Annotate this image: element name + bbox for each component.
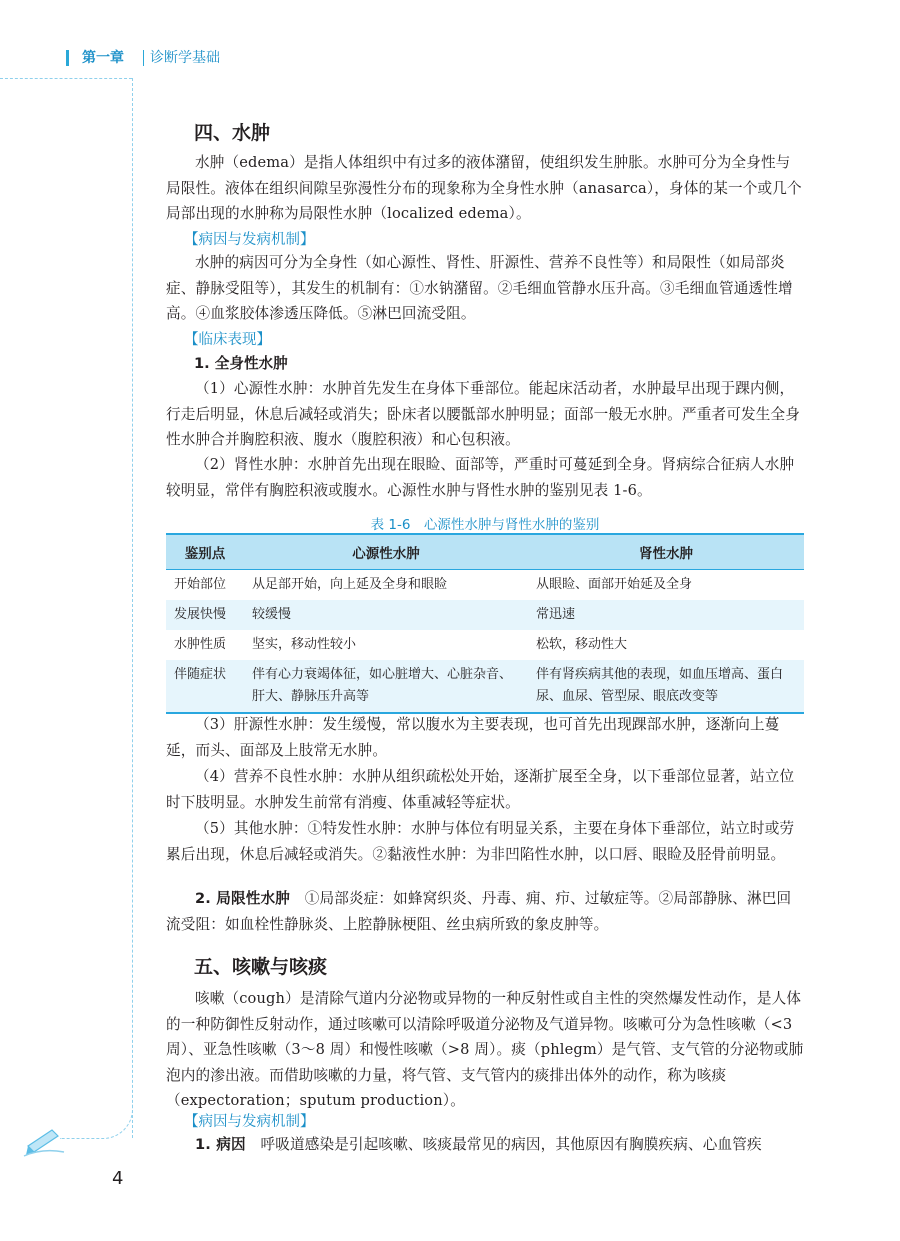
hepatic-edema-paragraph: （3）肝源性水肿：发生缓慢，常以腹水为主要表现，也可首先出现踝部水肿，逐渐向上蔓延，而头、面部及上肢常无水肿。 (166, 716, 780, 759)
cough-intro-paragraph: 咳嗽（cough）是清除气道内分泌物或异物的一种反射性或自主性的突然爆发性动作，是人体的一种防御性反射动作，通过咳嗽可以清除呼吸道分泌物及气道异物。咳嗽可分为急性咳嗽（<3 周）、亚急性咳嗽（3～8 周）和慢性咳嗽（>8 周）。痰（phlegm）是气管、支气管的分泌物或肺泡内的渗出液。而借助咳嗽的力量，将气管、支气管内的痰排出体外的动作，称为咳痰（expectoration；sputum production）。 (166, 990, 804, 1109)
page-number: 4 (112, 1168, 124, 1189)
subheading-generalized-edema: 1. 全身性水肿 (194, 355, 288, 372)
table-cell: 发展快慢 (166, 600, 244, 630)
header-dashed-rule (0, 78, 132, 79)
table-cell: 伴有肾疾病其他的表现，如血压增高、蛋白尿、血尿、管型尿、眼底改变等 (528, 660, 804, 713)
table-header-cell: 肾性水肿 (528, 534, 804, 570)
margin-dashed-curve (60, 1104, 133, 1139)
edema-intro-paragraph: 水肿（edema）是指人体组织中有过多的液体潴留，使组织发生肿胀。水肿可分为全身性与局限性。液体在组织间隙呈弥漫性分布的现象称为全身性水肿（anasarca），身体的某一个或几个局部出现的水肿称为局限性水肿（localized edema）。 (166, 154, 802, 222)
table-header-cell: 鉴别点 (166, 534, 244, 570)
localized-edema-text: ①局部炎症：如蜂窝织炎、丹毒、痈、疖、过敏症等。②局部静脉、淋巴回流受阻：如血栓性静脉炎、上腔静脉梗阻、丝虫病所致的象皮肿等。 (166, 890, 792, 933)
table-cell: 开始部位 (174, 577, 227, 592)
tag-cause-mechanism: 【病因与发病机制】 (184, 232, 315, 248)
table-caption: 表 1-6 心源性水肿与肾性水肿的鉴别 (370, 517, 600, 533)
edema-comparison-table (166, 533, 804, 714)
margin-dashed-rule (132, 78, 133, 1138)
table-header-row (166, 534, 804, 570)
tag-clinical-manifestation: 【临床表现】 (184, 332, 271, 348)
table-cell: 松软，移动性大 (536, 637, 628, 652)
cough-cause-text: 呼吸道感染是引起咳嗽、咳痰最常见的病因，其他原因有胸膜疾病、心血管疾 (260, 1136, 762, 1153)
table-row (166, 570, 804, 601)
table-cell: 从眼睑、面部开始延及全身 (536, 577, 693, 592)
section-title-cough: 五、咳嗽与咳痰 (194, 956, 328, 978)
table-row (166, 660, 804, 713)
table-cell: 伴有心力衰竭体征，如心脏增大、心脏杂音、肝大、静脉压升高等 (244, 660, 528, 713)
nutritional-edema-paragraph: （4）营养不良性水肿：水肿从组织疏松处开始，逐渐扩展至全身，以下垂部位显著，站立位时下肢明显。水肿发生前常有消瘦、体重减轻等症状。 (166, 768, 795, 811)
running-header (0, 38, 270, 78)
pen-icon (22, 1122, 66, 1158)
tag-cause-mechanism-cough: 【病因与发病机制】 (184, 1114, 315, 1130)
subheading-localized-edema: 2. 局限性水肿 (195, 890, 290, 907)
table-cell: 从足部开始，向上延及全身和眼睑 (252, 577, 448, 592)
table-cell: 伴随症状 (166, 660, 244, 713)
table-cell: 较缓慢 (244, 600, 528, 630)
table-row (166, 600, 804, 630)
localized-edema-paragraph (166, 886, 804, 937)
table-cell: 水肿性质 (174, 637, 227, 652)
subheading-cause: 1. 病因 (195, 1136, 246, 1153)
table-cell: 坚实，移动性较小 (252, 637, 357, 652)
table-header-cell: 心源性水肿 (244, 534, 528, 570)
section-title-edema: 四、水肿 (194, 122, 271, 144)
header-divider (143, 50, 144, 66)
table-row (166, 630, 804, 660)
cough-cause-paragraph (166, 1132, 804, 1158)
other-edema-paragraph: （5）其他水肿：①特发性水肿：水肿与体位有明显关系，主要在身体下垂部位，站立时或劳累后出现，休息后减轻或消失。②黏液性水肿：为非凹陷性水肿，以口唇、眼睑及胫骨前明显。 (166, 820, 795, 863)
subject-label: 诊断学基础 (150, 50, 220, 66)
chapter-label: 第一章 (82, 50, 124, 66)
cardiac-edema-paragraph: （1）心源性水肿：水肿首先发生在身体下垂部位。能起床活动者，水肿最早出现于踝内侧，行走后明显，休息后减轻或消失；卧床者以腰骶部水肿明显；面部一般无水肿。严重者可发生全身性水肿合并胸腔积液、腹水（腹腔积液）和心包积液。 (166, 380, 800, 448)
renal-edema-paragraph: （2）肾性水肿：水肿首先出现在眼睑、面部等，严重时可蔓延到全身。肾病综合征病人水肿较明显，常伴有胸腔积液或腹水。心源性水肿与肾性水肿的鉴别见表 1-6。 (166, 456, 795, 499)
header-accent-bar (66, 50, 69, 66)
edema-cause-paragraph: 水肿的病因可分为全身性（如心源性、肾性、肝源性、营养不良性等）和局限性（如局部炎症、静脉受阻等），其发生的机制有：①水钠潴留。②毛细血管静水压升高。③毛细血管通透性增高。④血浆胶体渗透压降低。⑤淋巴回流受阻。 (166, 254, 793, 322)
table-cell: 常迅速 (528, 600, 804, 630)
